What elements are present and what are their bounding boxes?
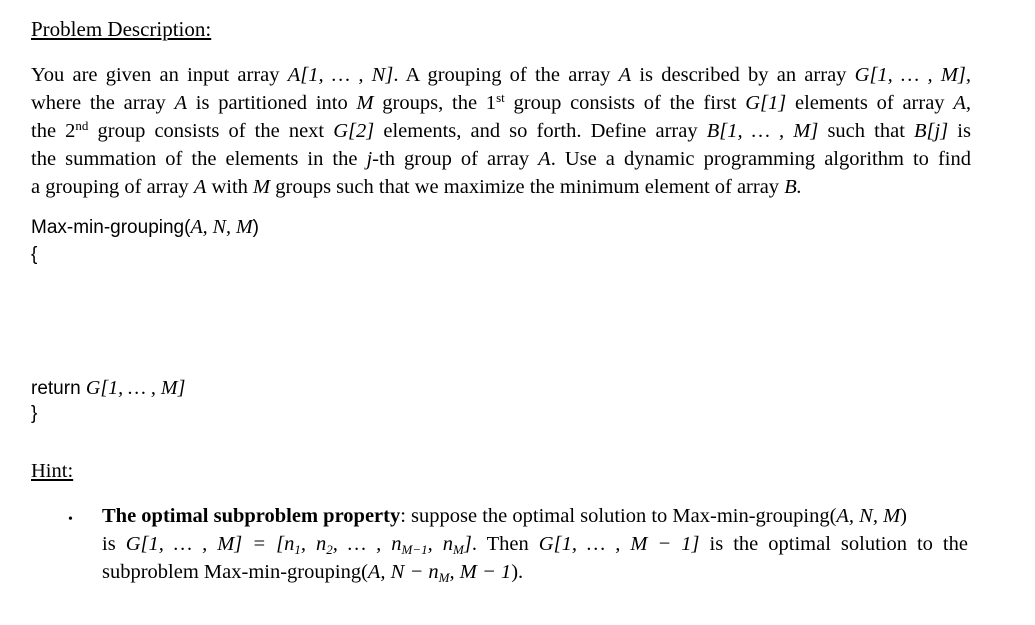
text: . Use a dynamic programming algorithm to find <box>550 148 971 170</box>
math: ] <box>463 533 472 555</box>
math: B[j] <box>914 120 949 142</box>
subscript: M <box>438 570 450 585</box>
math: M <box>253 176 271 198</box>
math: B[1, … , M] <box>706 120 819 142</box>
return-value: G[1, … , M] <box>85 377 186 399</box>
text: ). <box>511 561 524 583</box>
text: is <box>102 533 126 555</box>
subscript: 1 <box>294 542 301 557</box>
function-args: A, N, M <box>190 216 253 238</box>
problem-paragraph <box>31 61 971 201</box>
text: is described by an array <box>631 64 855 86</box>
hint-line-3 <box>102 558 968 586</box>
superscript: nd <box>75 118 89 133</box>
math: G[1] <box>745 92 787 114</box>
text: a grouping of array <box>31 176 194 198</box>
paragraph-line-2 <box>31 89 971 117</box>
paragraph-line-1 <box>31 61 971 89</box>
math: A <box>538 148 551 170</box>
close-brace: } <box>31 403 38 424</box>
text: groups, the 1 <box>373 92 497 114</box>
math: A[1, … , N] <box>287 64 394 86</box>
math: G[1, … , M], <box>854 64 972 86</box>
math: A <box>193 176 207 198</box>
math: j <box>366 148 373 170</box>
text: the summation of the elements in the <box>31 148 367 170</box>
text: subproblem Max-min-grouping( <box>102 561 368 583</box>
hint-line-2 <box>102 530 968 558</box>
math: B. <box>784 176 802 198</box>
text: -th group of array <box>372 148 539 170</box>
hint-paragraph <box>102 502 968 586</box>
paragraph-line-5 <box>31 173 971 201</box>
function-name: Max-min-grouping( <box>31 217 191 238</box>
text: is the optimal solution to the <box>699 533 968 555</box>
math: , M − 1 <box>449 561 512 583</box>
text: You are given an input array <box>31 64 288 86</box>
function-signature <box>31 216 259 239</box>
return-statement <box>31 377 185 400</box>
text: is <box>948 120 971 142</box>
text: . A grouping of the array <box>393 64 619 86</box>
text: group consists of the next <box>88 120 334 142</box>
text: with <box>206 176 254 198</box>
paren: ) <box>252 217 259 238</box>
math: A <box>618 64 632 86</box>
math: G[1, … , M − 1] <box>538 533 700 555</box>
paragraph-line-3 <box>31 117 971 145</box>
text: such that <box>818 120 914 142</box>
superscript: st <box>496 90 505 105</box>
text: . Then <box>471 533 539 555</box>
open-brace: { <box>31 244 38 265</box>
math: A, <box>953 92 971 114</box>
text: the 2 <box>31 120 76 142</box>
return-keyword: return <box>31 378 86 399</box>
paragraph-line-4 <box>31 145 971 173</box>
hint-line-1 <box>102 502 968 530</box>
problem-heading: Problem Description: <box>31 17 212 41</box>
text: ) <box>900 505 907 527</box>
text: : suppose the optimal solution to Max-min-grouping( <box>400 505 837 527</box>
subscript: M−1 <box>401 542 428 557</box>
hint-label: Hint: <box>31 460 74 482</box>
bullet-icon: • <box>68 512 73 527</box>
math: , n <box>427 533 454 555</box>
text: groups such that we maximize the minimum element of array <box>270 176 785 198</box>
math: G[1, … , M] = [n <box>125 533 295 555</box>
hint-bold-term: The optimal subproblem property <box>102 505 401 527</box>
math: G[2] <box>333 120 375 142</box>
math: A, N − n <box>367 561 439 583</box>
text: where the array <box>31 92 175 114</box>
math: A <box>174 92 188 114</box>
text: is partitioned into <box>187 92 357 114</box>
text: elements of array <box>786 92 954 114</box>
text: elements, and so forth. Define array <box>374 120 707 142</box>
math: A, N, M <box>836 505 901 527</box>
text: group consists of the first <box>504 92 746 114</box>
subscript: M <box>453 542 464 557</box>
math: , n <box>300 533 327 555</box>
subscript: 2 <box>326 542 333 557</box>
math: , … , n <box>332 533 402 555</box>
math: M <box>356 92 374 114</box>
